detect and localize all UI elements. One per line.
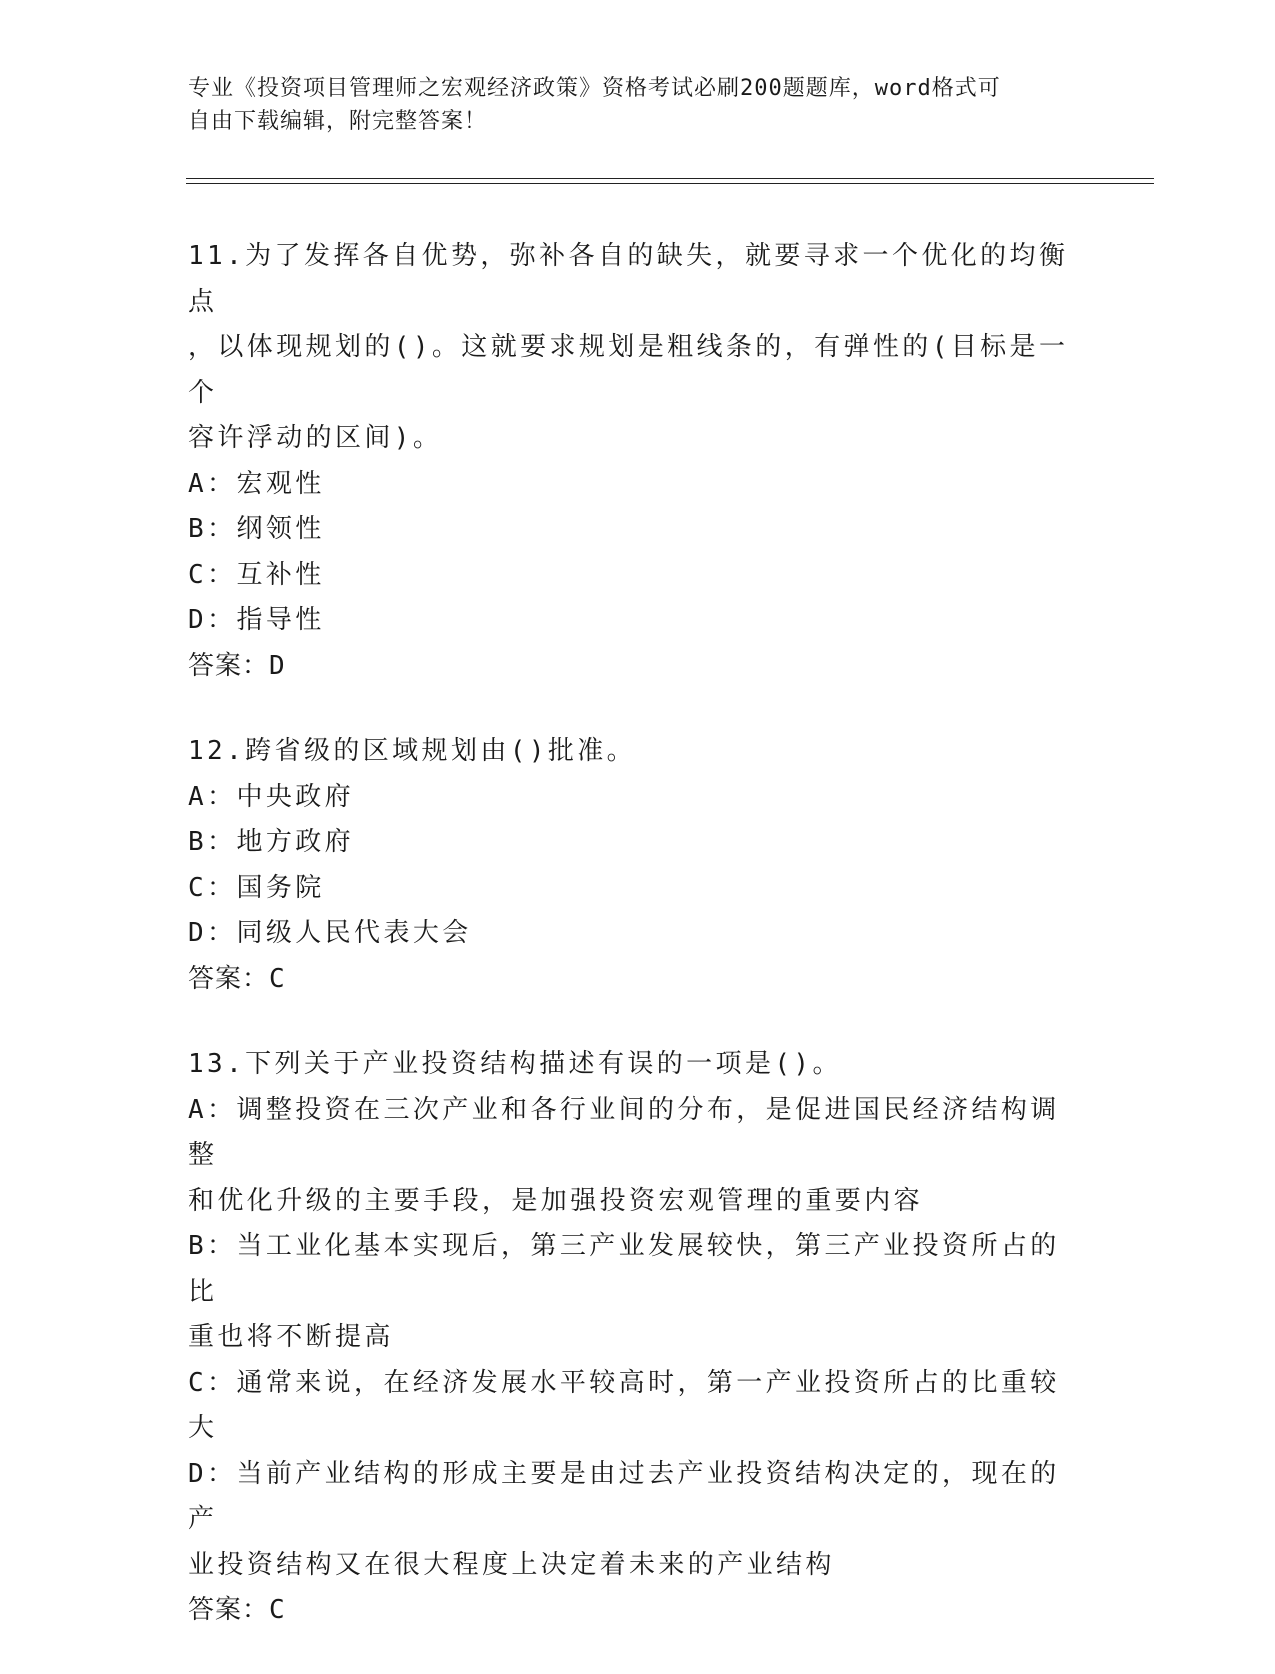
option-a: A：宏观性 (188, 468, 325, 499)
answer-value: C (269, 1595, 286, 1625)
question-stem-line: 12.跨省级的区域规划由()批准。 (188, 736, 637, 766)
option-c: C：国务院 (188, 872, 325, 903)
header-title-line-1: 专业《投资项目管理师之宏观经济政策》资格考试必刷200题题库，word格式可 (188, 76, 1001, 101)
option-c: C：互补性 (188, 559, 325, 590)
answer-value: D (269, 650, 286, 681)
question-stem-line: 11.为了发挥各自优势，弥补各自的缺失，就要寻求一个优化的均衡点 (188, 241, 1069, 317)
question-12 (188, 729, 1088, 1002)
option-a: A：中央政府 (188, 781, 355, 812)
question-stem-line: 13.下列关于产业投资结构描述有误的一项是()。 (188, 1049, 842, 1079)
option-b: B：纲领性 (188, 514, 325, 544)
option-a-line-2: 和优化升级的主要手段，是加强投资宏观管理的重要内容 (188, 1185, 924, 1216)
question-list (188, 234, 1088, 1674)
header-divider (186, 178, 1154, 184)
question-13 (188, 1042, 1088, 1634)
question-11 (188, 234, 1088, 689)
option-d-line-2: 业投资结构又在很大程度上决定着未来的产业结构 (188, 1549, 835, 1580)
question-stem-line: ，以体现规划的()。这就要求规划是粗线条的，有弹性的(目标是一个 (188, 332, 1069, 408)
answer-label: 答案： (188, 1595, 270, 1625)
answer-line (188, 1588, 1088, 1634)
option-c: C：通常来说，在经济发展水平较高时，第一产业投资所占的比重较大 (188, 1367, 1060, 1443)
header-title-line-2: 自由下载编辑，附完整答案！ (188, 109, 488, 134)
page-header (188, 72, 1088, 138)
answer-line (188, 644, 1088, 690)
option-d: D：同级人民代表大会 (188, 918, 472, 948)
answer-value: C (269, 963, 286, 994)
option-a-line-1: A：调整投资在三次产业和各行业间的分布，是促进国民经济结构调整 (188, 1094, 1060, 1170)
option-b-line-1: B：当工业化基本实现后，第三产业发展较快，第三产业投资所占的比 (188, 1231, 1060, 1307)
answer-line (188, 957, 1088, 1003)
answer-label: 答案： (188, 650, 270, 681)
answer-label: 答案： (188, 963, 270, 994)
question-stem-line: 容许浮动的区间)。 (188, 423, 443, 453)
option-b-line-2: 重也将不断提高 (188, 1322, 394, 1352)
option-d-line-1: D：当前产业结构的形成主要是由过去产业投资结构决定的，现在的产 (188, 1458, 1060, 1534)
option-d: D：指导性 (188, 605, 325, 635)
option-b: B：地方政府 (188, 827, 355, 857)
